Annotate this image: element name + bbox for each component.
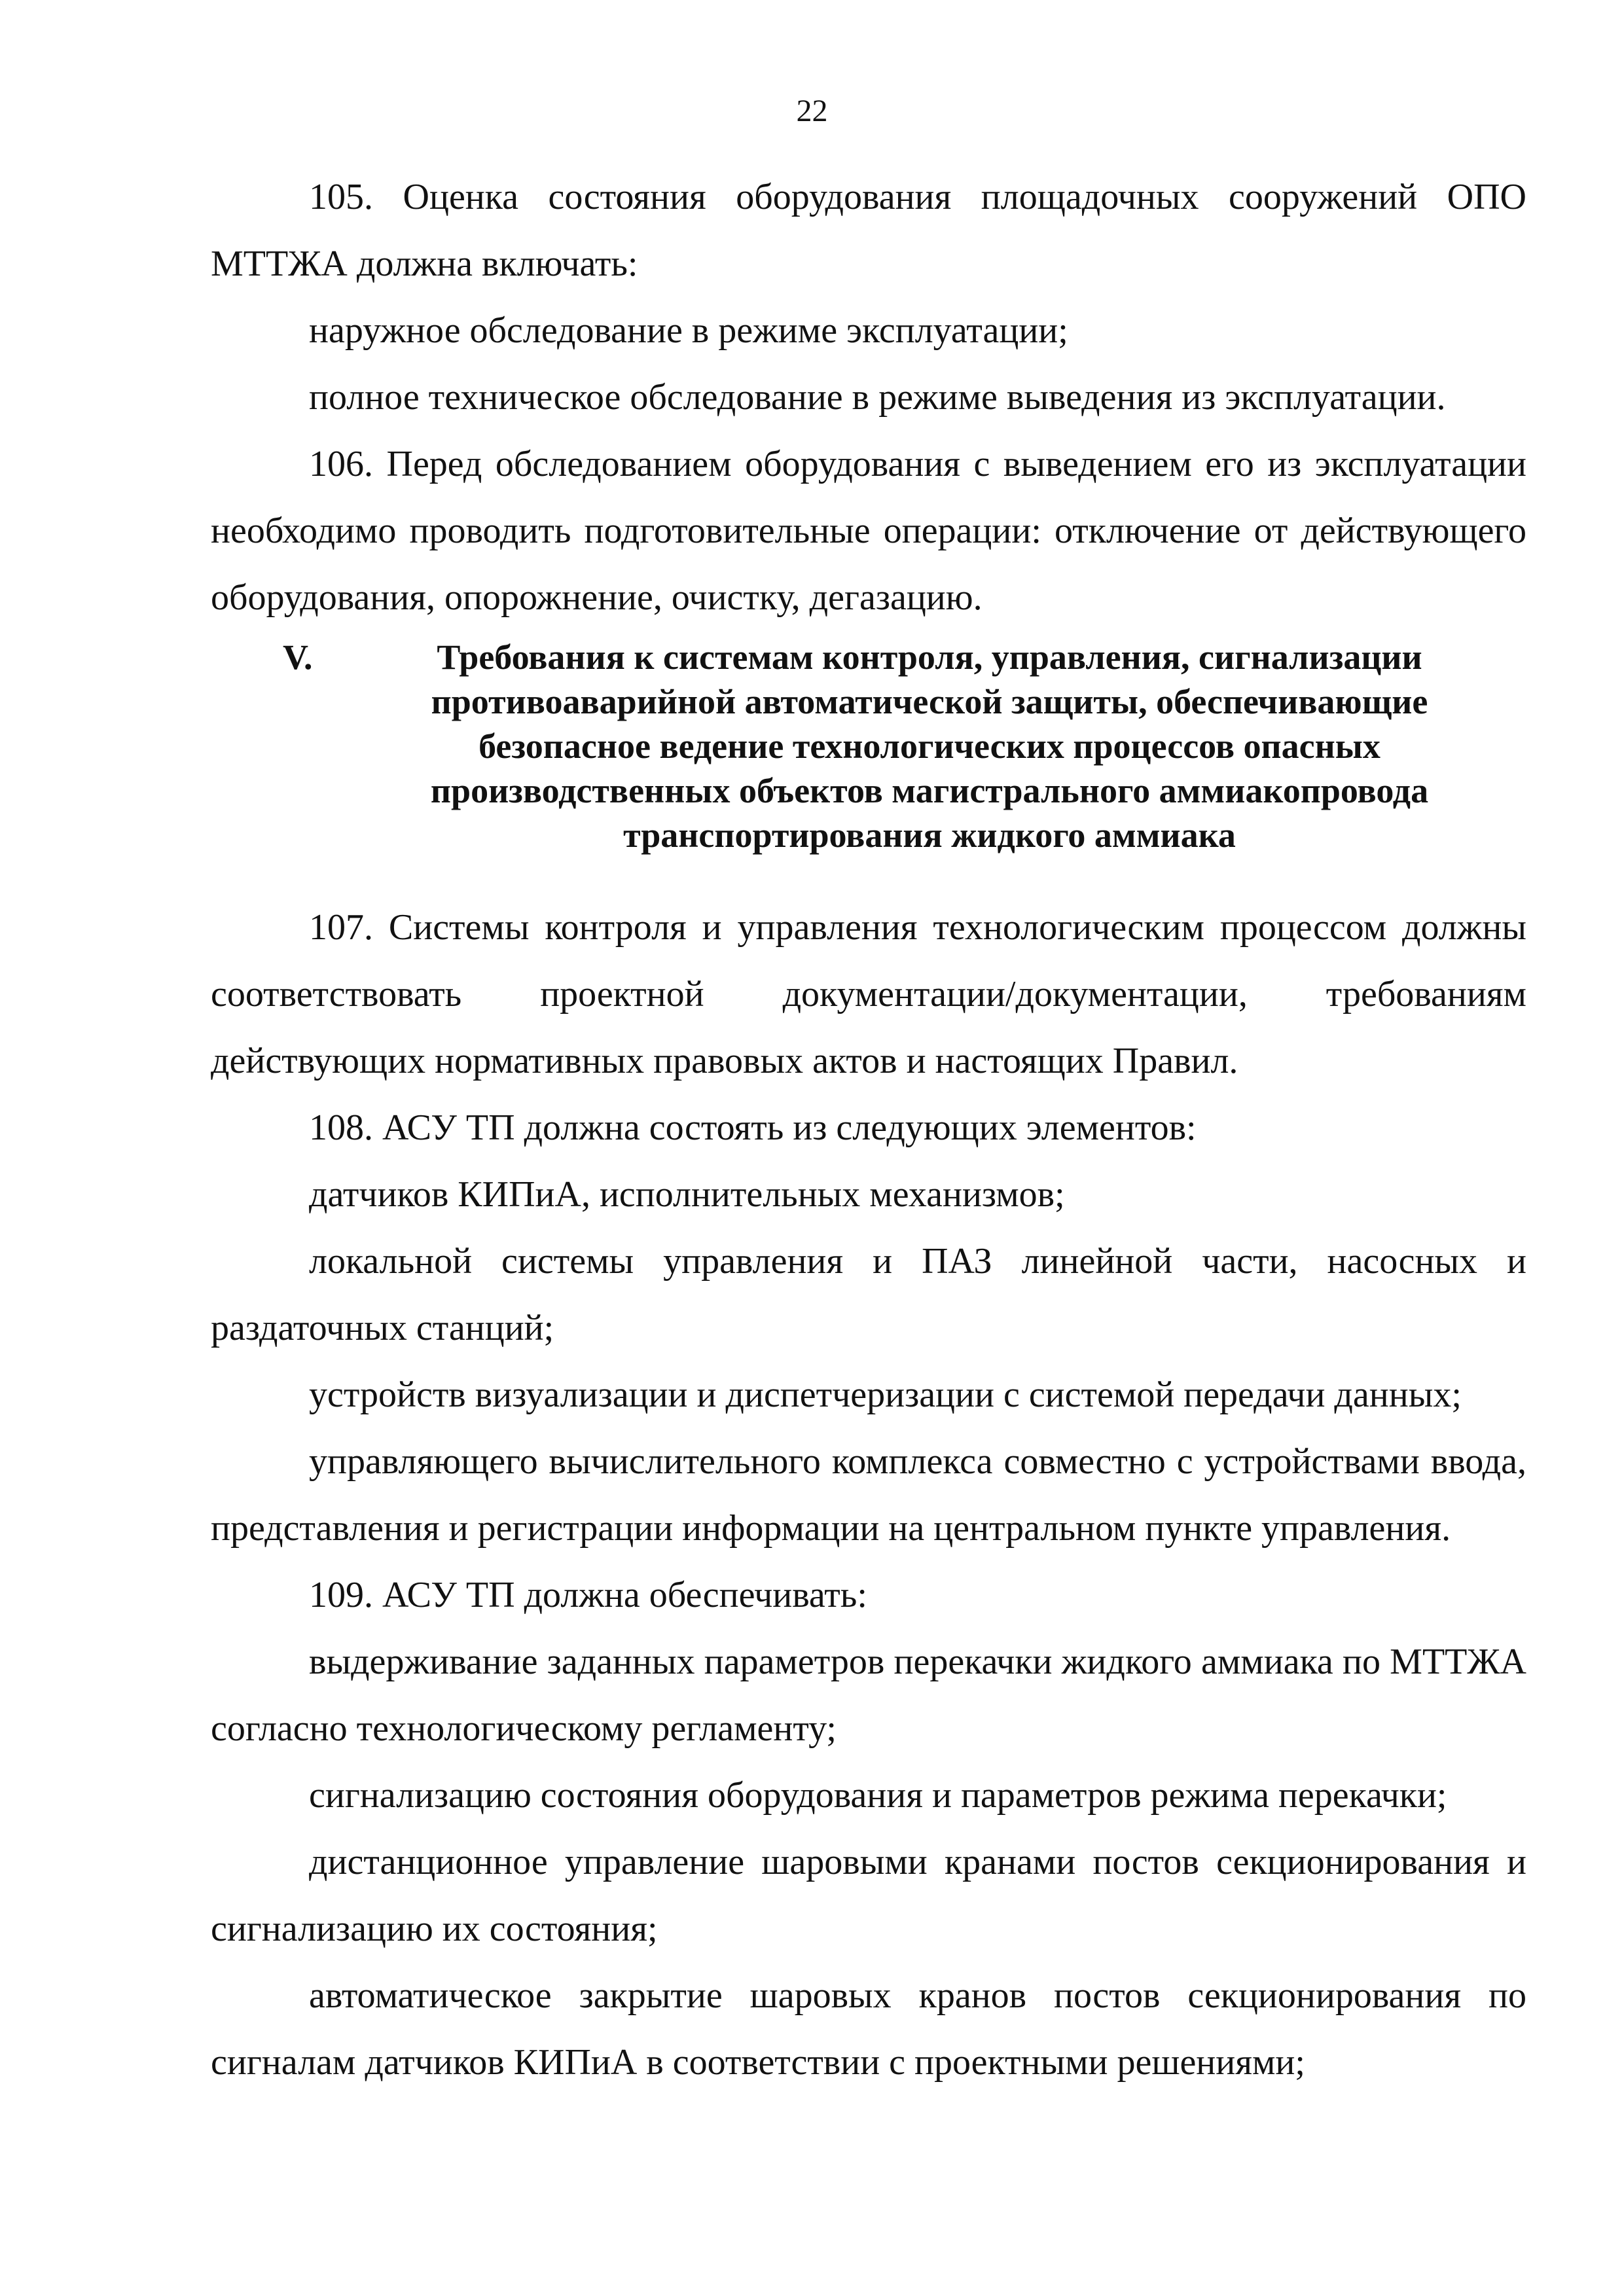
paragraph: локальной системы управления и ПАЗ линейной части, насосных и раздаточных станций; (211, 1241, 1526, 1348)
document-body (211, 164, 1526, 2096)
paragraph: 107. Системы контроля и управления технологическим процессом должны соответствовать проектной документации/документации, требованиям действующих нормативных правовых актов и настоящих Правил. (211, 907, 1526, 1081)
paragraph: 108. АСУ ТП должна состоять из следующих элементов: (309, 1107, 1197, 1148)
paragraph: наружное обследование в режиме эксплуатации; (309, 310, 1068, 351)
section-number: V. (283, 637, 313, 677)
paragraph: управляющего вычислительного комплекса совместно с устройствами ввода, представления и регистрации информации на центральном пункте управления. (211, 1441, 1526, 1549)
paragraph: 109. АСУ ТП должна обеспечивать: (309, 1575, 867, 1615)
paragraph: сигнализацию состояния оборудования и параметров режима перекачки; (309, 1775, 1447, 1816)
page-number: 22 (796, 94, 828, 128)
paragraph: датчиков КИПиА, исполнительных механизмов; (309, 1174, 1065, 1215)
paragraphs-after-section (211, 894, 1526, 2096)
section-heading (211, 635, 1526, 857)
paragraph: 106. Перед обследованием оборудования с выведением его из эксплуатации необходимо проводить подготовительные операции: отключение от действующего оборудования, опорожнение, очистку, дегазацию. (211, 444, 1526, 618)
paragraphs-before-section (211, 164, 1526, 631)
paragraph: автоматическое закрытие шаровых кранов постов секционирования по сигналам датчиков КИПиА в соответствии с проектными решениями; (211, 1975, 1526, 2083)
paragraph: устройств визуализации и диспетчеризации с системой передачи данных; (309, 1374, 1462, 1415)
paragraph: выдерживание заданных параметров перекачки жидкого аммиака по МТТЖА согласно технологическому регламенту; (211, 1641, 1526, 1749)
paragraph: полное техническое обследование в режиме выведения из эксплуатации. (309, 377, 1446, 418)
section-title: Требования к системам контроля, управления, сигнализации противоаварийной автоматической защиты, обеспечивающие безопасное ведение технологических процессов опасных производственных объектов магистрального аммиакопровода транспортирования жидкого аммиака (430, 637, 1429, 855)
paragraph: 105. Оценка состояния оборудования площадочных сооружений ОПО МТТЖА должна включать: (211, 177, 1526, 284)
paragraph: дистанционное управление шаровыми кранами постов секционирования и сигнализацию их состояния; (211, 1842, 1526, 1949)
